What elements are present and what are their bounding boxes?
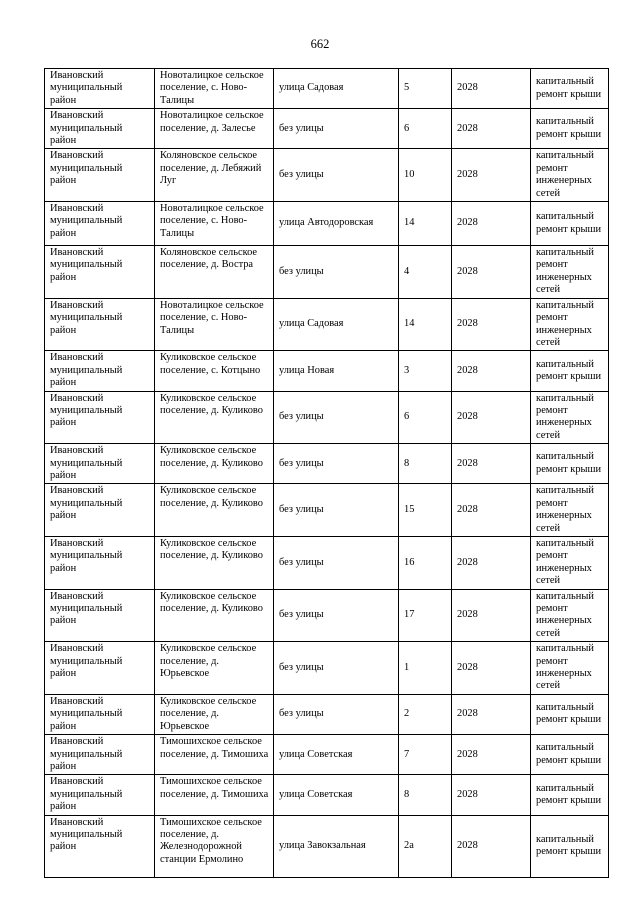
work-type-cell: капитальный ремонт крыши	[531, 351, 609, 391]
house-number-cell: 15	[399, 484, 452, 537]
table-row	[45, 109, 609, 149]
street-cell: без улицы	[274, 391, 399, 444]
district-cell: Ивановский муниципальный район	[45, 444, 155, 484]
year-cell: 2028	[452, 642, 531, 695]
year-cell: 2028	[452, 69, 531, 109]
settlement-cell: Куликовское сельское поселение, д. Куликово	[155, 537, 274, 590]
year-cell: 2028	[452, 815, 531, 877]
year-cell: 2028	[452, 484, 531, 537]
district-cell: Ивановский муниципальный район	[45, 149, 155, 202]
settlement-cell: Новоталицкое сельское поселение, д. Залесье	[155, 109, 274, 149]
district-cell: Ивановский муниципальный район	[45, 484, 155, 537]
table-row	[45, 694, 609, 734]
street-cell: улица Садовая	[274, 69, 399, 109]
settlement-cell: Тимошихское сельское поселение, д. Тимошиха	[155, 775, 274, 815]
district-cell: Ивановский муниципальный район	[45, 537, 155, 590]
table-row	[45, 775, 609, 815]
street-cell: без улицы	[274, 149, 399, 202]
table-row	[45, 537, 609, 590]
year-cell: 2028	[452, 537, 531, 590]
settlement-cell: Куликовское сельское поселение, д. Юрьевское	[155, 694, 274, 734]
work-type-cell: капитальный ремонт крыши	[531, 694, 609, 734]
settlement-cell: Куликовское сельское поселение, д. Куликово	[155, 391, 274, 444]
table-row	[45, 735, 609, 775]
year-cell: 2028	[452, 298, 531, 351]
settlement-cell: Куликовское сельское поселение, с. Котцыно	[155, 351, 274, 391]
work-type-cell: капитальный ремонт инженерных сетей	[531, 391, 609, 444]
table-row	[45, 815, 609, 877]
work-type-cell: капитальный ремонт крыши	[531, 69, 609, 109]
street-cell: без улицы	[274, 246, 399, 299]
settlement-cell: Тимошихское сельское поселение, д. Железнодорожной станции Ермолино	[155, 815, 274, 877]
year-cell: 2028	[452, 735, 531, 775]
district-cell: Ивановский муниципальный район	[45, 775, 155, 815]
table-row	[45, 642, 609, 695]
district-cell: Ивановский муниципальный район	[45, 246, 155, 299]
street-cell: улица Садовая	[274, 298, 399, 351]
district-cell: Ивановский муниципальный район	[45, 391, 155, 444]
work-type-cell: капитальный ремонт инженерных сетей	[531, 589, 609, 642]
work-type-cell: капитальный ремонт инженерных сетей	[531, 484, 609, 537]
work-type-cell: капитальный ремонт инженерных сетей	[531, 246, 609, 299]
house-number-cell: 6	[399, 109, 452, 149]
house-number-cell: 2	[399, 694, 452, 734]
street-cell: улица Советская	[274, 735, 399, 775]
house-number-cell: 7	[399, 735, 452, 775]
settlement-cell: Куликовское сельское поселение, д. Куликово	[155, 484, 274, 537]
work-type-cell: капитальный ремонт крыши	[531, 775, 609, 815]
work-type-cell: капитальный ремонт крыши	[531, 735, 609, 775]
year-cell: 2028	[452, 202, 531, 246]
settlement-cell: Куликовское сельское поселение, д. Куликово	[155, 589, 274, 642]
district-cell: Ивановский муниципальный район	[45, 298, 155, 351]
settlement-cell: Новоталицкое сельское поселение, с. Ново-Талицы	[155, 298, 274, 351]
house-number-cell: 17	[399, 589, 452, 642]
year-cell: 2028	[452, 109, 531, 149]
settlement-cell: Тимошихское сельское поселение, д. Тимошиха	[155, 735, 274, 775]
house-number-cell: 10	[399, 149, 452, 202]
settlement-cell: Новоталицкое сельское поселение, с. Ново-Талицы	[155, 202, 274, 246]
house-number-cell: 1	[399, 642, 452, 695]
district-cell: Ивановский муниципальный район	[45, 109, 155, 149]
district-cell: Ивановский муниципальный район	[45, 69, 155, 109]
housing-repair-table	[44, 68, 609, 878]
house-number-cell: 8	[399, 775, 452, 815]
district-cell: Ивановский муниципальный район	[45, 735, 155, 775]
work-type-cell: капитальный ремонт крыши	[531, 815, 609, 877]
year-cell: 2028	[452, 775, 531, 815]
table-row	[45, 298, 609, 351]
year-cell: 2028	[452, 149, 531, 202]
year-cell: 2028	[452, 391, 531, 444]
house-number-cell: 6	[399, 391, 452, 444]
house-number-cell: 2а	[399, 815, 452, 877]
year-cell: 2028	[452, 589, 531, 642]
table-row	[45, 444, 609, 484]
street-cell: без улицы	[274, 109, 399, 149]
district-cell: Ивановский муниципальный район	[45, 351, 155, 391]
page-number: 662	[310, 37, 330, 51]
street-cell: улица Советская	[274, 775, 399, 815]
house-number-cell: 8	[399, 444, 452, 484]
work-type-cell: капитальный ремонт крыши	[531, 202, 609, 246]
table-row	[45, 484, 609, 537]
street-cell: без улицы	[274, 537, 399, 590]
street-cell: улица Завокзальная	[274, 815, 399, 877]
street-cell: без улицы	[274, 589, 399, 642]
table-row	[45, 69, 609, 109]
work-type-cell: капитальный ремонт инженерных сетей	[531, 537, 609, 590]
house-number-cell: 14	[399, 202, 452, 246]
settlement-cell: Коляновское сельское поселение, д. Лебяжий Луг	[155, 149, 274, 202]
year-cell: 2028	[452, 246, 531, 299]
work-type-cell: капитальный ремонт крыши	[531, 444, 609, 484]
work-type-cell: капитальный ремонт инженерных сетей	[531, 642, 609, 695]
settlement-cell: Новоталицкое сельское поселение, с. Ново-Талицы	[155, 69, 274, 109]
work-type-cell: капитальный ремонт крыши	[531, 109, 609, 149]
settlement-cell: Куликовское сельское поселение, д. Юрьевское	[155, 642, 274, 695]
street-cell: без улицы	[274, 694, 399, 734]
table-row	[45, 202, 609, 246]
settlement-cell: Куликовское сельское поселение, д. Куликово	[155, 444, 274, 484]
house-number-cell: 5	[399, 69, 452, 109]
settlement-cell: Коляновское сельское поселение, д. Востра	[155, 246, 274, 299]
house-number-cell: 3	[399, 351, 452, 391]
year-cell: 2028	[452, 694, 531, 734]
table-row	[45, 391, 609, 444]
table-row	[45, 149, 609, 202]
table-row	[45, 589, 609, 642]
street-cell: без улицы	[274, 444, 399, 484]
district-cell: Ивановский муниципальный район	[45, 642, 155, 695]
year-cell: 2028	[452, 351, 531, 391]
table-row	[45, 246, 609, 299]
district-cell: Ивановский муниципальный район	[45, 202, 155, 246]
district-cell: Ивановский муниципальный район	[45, 694, 155, 734]
house-number-cell: 16	[399, 537, 452, 590]
work-type-cell: капитальный ремонт инженерных сетей	[531, 298, 609, 351]
work-type-cell: капитальный ремонт инженерных сетей	[531, 149, 609, 202]
table-body	[45, 69, 609, 878]
street-cell: без улицы	[274, 642, 399, 695]
street-cell: улица Новая	[274, 351, 399, 391]
house-number-cell: 14	[399, 298, 452, 351]
district-cell: Ивановский муниципальный район	[45, 815, 155, 877]
table-row	[45, 351, 609, 391]
district-cell: Ивановский муниципальный район	[45, 589, 155, 642]
year-cell: 2028	[452, 444, 531, 484]
street-cell: без улицы	[274, 484, 399, 537]
house-number-cell: 4	[399, 246, 452, 299]
street-cell: улица Автодоровская	[274, 202, 399, 246]
